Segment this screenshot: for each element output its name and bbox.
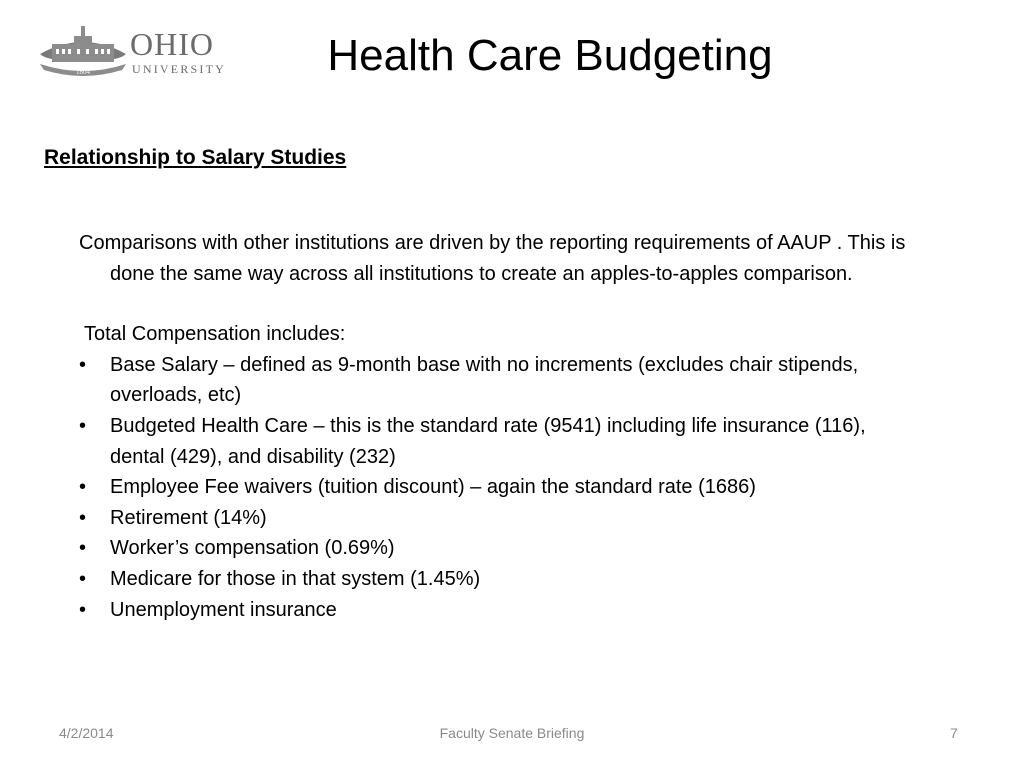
footer-title: Faculty Senate Briefing (439, 725, 585, 741)
bullet-icon: • (79, 598, 87, 621)
logo-wordmark: OHIO (130, 26, 214, 62)
list-item-text: Medicare for those in that system (1.45%) (110, 567, 481, 590)
intro-paragraph: Comparisons with other institutions are driven by the reporting requirements of AAUP . This is done the same way across all institutions to create an apples-to-apples comparison. (79, 232, 906, 285)
bullet-icon: • (79, 353, 87, 376)
bullet-icon: • (79, 537, 87, 560)
list-item (79, 411, 909, 472)
bullet-icon: • (79, 567, 87, 590)
list-item-text: Employee Fee waivers (tuition discount) – again the standard rate (1686) (110, 476, 756, 499)
list-intro: Total Compensation includes: (84, 323, 346, 346)
slide-number: 7 (950, 725, 958, 741)
list-item (79, 503, 909, 534)
logo-subtext: UNIVERSITY (132, 62, 226, 76)
list-item (79, 533, 909, 564)
bullet-icon: • (79, 414, 87, 437)
bullet-icon: • (79, 506, 87, 529)
slide-body (79, 228, 909, 625)
footer-date: 4/2/2014 (59, 725, 114, 741)
list-item (79, 564, 909, 595)
seal-year: 1804 (76, 68, 90, 76)
list-item (79, 595, 909, 626)
slide-title: Health Care Budgeting (327, 31, 773, 80)
list-item (79, 350, 909, 411)
list-item (79, 472, 909, 503)
bullet-icon: • (79, 476, 87, 499)
ohio-university-logo (38, 24, 243, 80)
list-item-text: Worker’s compensation (0.69%) (110, 537, 395, 560)
compensation-list (79, 350, 909, 625)
list-item-text: Budgeted Health Care – this is the standard rate (9541) including life insurance (116), dental (429), and disability (232) (110, 414, 866, 468)
building-seal-icon (38, 24, 128, 80)
slide-subheading: Relationship to Salary Studies (44, 146, 347, 169)
spacer (79, 289, 909, 319)
list-item-text: Unemployment insurance (110, 598, 337, 621)
list-item-text: Base Salary – defined as 9-month base with no increments (excludes chair stipends, overloads, etc) (110, 353, 859, 407)
list-item-text: Retirement (14%) (110, 506, 267, 529)
